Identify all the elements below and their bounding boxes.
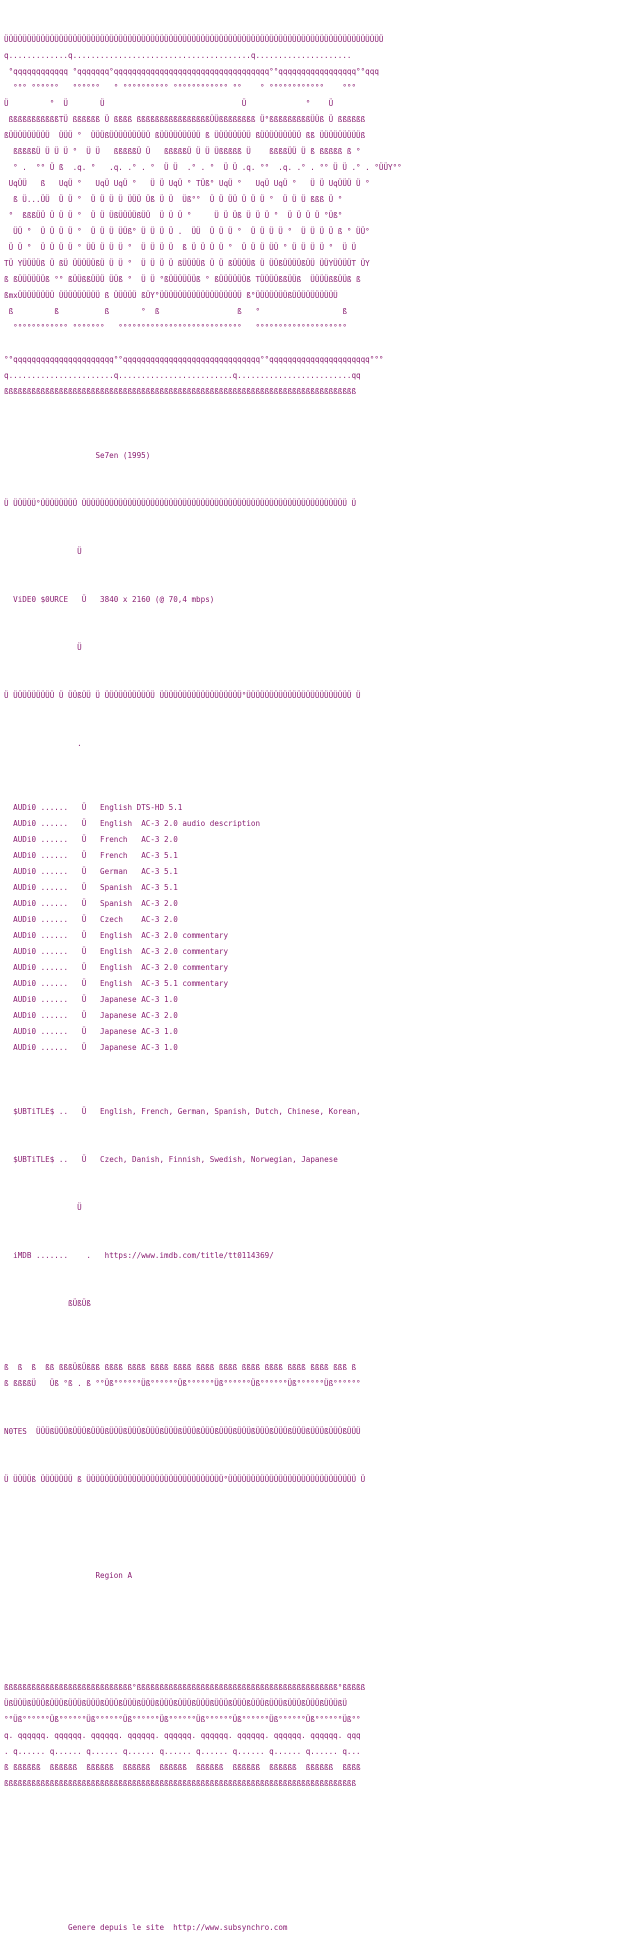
video-source-label: ViDE0 $0URCE	[13, 595, 69, 604]
pipe-glyph: Ü	[81, 963, 87, 972]
audio-track-row	[4, 944, 628, 960]
audio-track-row	[4, 1024, 628, 1040]
notes-art-line: ß ß ß ßß ßßßÜßÜßßß ßßßß ßßßß ßßßß ßßßß ßßßß ßßßß ßßßß ßßßß ßßßß ßßßß ßßß ß	[4, 1363, 357, 1372]
audio-track-value: Spanish AC-3 5.1	[100, 883, 178, 892]
audio-track-row	[4, 1040, 628, 1056]
pipe-glyph: Ü	[81, 1027, 87, 1036]
pipe-glyph: Ü	[81, 947, 87, 956]
audio-track-row	[4, 992, 628, 1008]
spacer-line	[4, 736, 628, 752]
imdb-tail-art: ßÜßÜß	[68, 1299, 91, 1308]
pipe-glyph: Ü	[81, 819, 87, 828]
audio-track-value: French AC-3 2.0	[100, 835, 178, 844]
blank-line	[4, 1520, 628, 1536]
pipe-glyph: Ü	[77, 1203, 82, 1212]
header-art-line	[4, 336, 628, 352]
audio-track-value: English AC-3 5.1 commentary	[100, 979, 229, 988]
audio-track-value: English DTS-HD 5.1	[100, 803, 183, 812]
header-art-line: ß ßÜÜÜÜÜÜß °° ßÜÜßßÜÜÜ ÜÜß ° Ü Ü °ßÜÜÜÜÜÜß ° ßÜÜÜÜÜÜß TÜÜÜÜßßÜÜß ÜÜÜÜßßÜÜß ß	[4, 275, 361, 284]
header-art-line: q.............q.......................................q.....................	[4, 51, 352, 60]
header-ascii-art	[4, 32, 628, 400]
audio-track-list	[4, 800, 628, 1056]
imdb-label: iMDB .......	[13, 1251, 69, 1260]
movie-title: Se7en (1995)	[95, 451, 151, 460]
audio-track-row	[4, 880, 628, 896]
audio-track-row	[4, 912, 628, 928]
audio-label: AUDi0 ......	[13, 947, 69, 956]
notes-label: N0TES	[4, 1427, 27, 1436]
pipe-glyph: Ü	[81, 1043, 87, 1052]
blank-line	[4, 1824, 628, 1840]
audio-track-value: French AC-3 5.1	[100, 851, 178, 860]
audio-track-value: Spanish AC-3 2.0	[100, 899, 178, 908]
notes-art-line: ß ßßßßÜ Üß °ß . ß °°Üß°°°°°°Üß°°°°°°Üß°°°°°°Üß°°°°°°Üß°°°°°°Üß°°°°°°Üß°°°°°°	[4, 1379, 361, 1388]
separator-line: Ü ÜÜÜÜß ÜÜÜÜÜÜÜ ß ÜÜÜÜÜÜÜÜÜÜÜÜÜÜÜÜÜÜÜÜÜÜÜÜÜÜÜÜÜÜ°ÜÜÜÜÜÜÜÜÜÜÜÜÜÜÜÜÜÜÜÜÜÜÜÜÜÜÜÜ Ü	[4, 1475, 366, 1484]
footer-art-line: . q...... q...... q...... q...... q...... q...... q...... q...... q...... q...	[4, 1747, 361, 1756]
audio-label: AUDi0 ......	[13, 1043, 69, 1052]
audio-label: AUDi0 ......	[13, 1011, 69, 1020]
audio-label: AUDi0 ......	[13, 1027, 69, 1036]
blank-line	[4, 1872, 628, 1888]
footer-ascii-art	[4, 1680, 628, 1792]
audio-track-row	[4, 1008, 628, 1024]
footer-art-line: ßßßßßßßßßßßßßßßßßßßßßßßßßßßß°ßßßßßßßßßßßßßßßßßßßßßßßßßßßßßßßßßßßßßßßßßßßß°ßßßßß	[4, 1683, 366, 1692]
header-art-line: ° ßßßÜÜ Ü Ü Ü ° Ü Ü ÜßÜÜÜÜßÜÜ Ü Ü Ü ° Ü Ü Üß Ü Ü Ü ° Ü Ü Ü Ü °Üß°	[4, 211, 343, 220]
header-art-line: ßmxÜÜÜÜÜÜÜÜ ÜÜÜÜÜÜÜÜÜ ß ÜÜÜÜÜ ßÜY°ÜÜÜÜÜÜÜÜÜÜÜÜÜÜÜÜÜÜ ß°ÜÜÜÜÜÜÜßÜÜÜÜÜÜÜÜÜÜ	[4, 291, 338, 300]
pipe-glyph: Ü	[81, 883, 87, 892]
audio-track-row	[4, 832, 628, 848]
audio-track-value: English AC-3 2.0 commentary	[100, 931, 229, 940]
header-art-line: ßßßßßßßßßßßTÜ ßßßßßß Ü ßßßß ßßßßßßßßßßßßßßßßÜÜßßßßßßßß Ü°ßßßßßßßßßÜÜß Ü ßßßßßß	[4, 115, 366, 124]
spacer-line	[4, 544, 628, 560]
pipe-glyph: Ü	[81, 979, 87, 988]
audio-track-value: Czech AC-3 2.0	[100, 915, 178, 924]
audio-label: AUDi0 ......	[13, 963, 69, 972]
subtitles-value-1: English, French, German, Spanish, Dutch, Chinese, Korean,	[100, 1107, 361, 1116]
header-art-line: ßÜÜÜÜÜÜÜÜÜ ÜÜÜ ° ÜÜÜßÜÜÜÜÜÜÜÜÜ ßÜÜÜÜÜÜÜÜÜ ß ÜÜÜÜÜÜÜÜ ßÜÜÜÜÜÜÜÜÜ ßß ÜÜÜÜÜÜÜÜÜß	[4, 131, 366, 140]
header-art-line: ÜÜÜÜÜÜÜÜÜÜÜÜÜÜÜÜÜÜÜÜÜÜÜÜÜÜÜÜÜÜÜÜÜÜÜÜÜÜÜÜÜÜÜÜÜÜÜÜÜÜÜÜÜÜÜÜÜÜÜÜÜÜÜÜÜÜÜÜÜÜÜÜÜÜÜÜÜÜÜÜÜÜÜ	[4, 35, 384, 44]
credit-text: Genere depuis le site http://www.subsynchro.com	[68, 1923, 288, 1932]
audio-track-value: Japanese AC-3 1.0	[100, 1027, 178, 1036]
pipe-glyph: Ü	[81, 803, 87, 812]
separator-line: Ü ÜÜÜÜÜ°ÜÜÜÜÜÜÜÜ ÜÜÜÜÜÜÜÜÜÜÜÜÜÜÜÜÜÜÜÜÜÜÜÜÜÜÜÜÜÜÜÜÜÜÜÜÜÜÜÜÜÜÜÜÜÜÜÜÜÜÜÜÜÜÜÜÜÜ Ü	[4, 499, 357, 508]
header-art-line: Ü ° Ü Ü Ü ° Ü	[4, 99, 334, 108]
video-source-line	[4, 592, 628, 608]
audio-track-row	[4, 864, 628, 880]
title-line	[4, 448, 628, 464]
audio-track-value: English AC-3 2.0 commentary	[100, 947, 229, 956]
audio-label: AUDi0 ......	[13, 851, 69, 860]
audio-label: AUDi0 ......	[13, 915, 69, 924]
pipe-glyph: Ü	[81, 867, 87, 876]
audio-track-row	[4, 928, 628, 944]
imdb-line	[4, 1248, 628, 1264]
header-art-line: ÜÜ ° Ü Ü Ü Ü ° Ü Ü Ü ÜÜß° Ü Ü Ü Ü . ÜÜ Ü Ü Ü ° Ü Ü Ü Ü ° Ü Ü Ü Ü ß ° ÜÜ°	[4, 227, 370, 236]
audio-track-value: English AC-3 2.0 commentary	[100, 963, 229, 972]
audio-label: AUDi0 ......	[13, 835, 69, 844]
pipe-glyph: Ü	[81, 851, 87, 860]
audio-track-value: Japanese AC-3 1.0	[100, 995, 178, 1004]
header-art-line: °°° °°°°°° °°°°°° ° °°°°°°°°°° °°°°°°°°°°°° °° ° °°°°°°°°°°°° °°°	[4, 83, 357, 92]
header-art-line: TÜ YÜÜÜÜß Ü ßÜ ÜÜÜÜÜßÜ Ü Ü ° Ü Ü Ü Ü ßÜÜÜÜß Ü Ü ßÜÜÜÜß Ü ÜÜßÜÜÜÜßÜÜ ÜÜYÜÜÜÜT ÜY	[4, 259, 370, 268]
separator-line: Ü ÜÜÜÜÜÜÜÜÜ Ü ÜÜßÜÜ Ü ÜÜÜÜÜÜÜÜÜÜÜ ÜÜÜÜÜÜÜÜÜÜÜÜÜÜÜÜÜÜ°ÜÜÜÜÜÜÜÜÜÜÜÜÜÜÜÜÜÜÜÜÜÜÜ Ü	[4, 691, 361, 700]
imdb-tail-line	[4, 1296, 628, 1312]
audio-track-row	[4, 816, 628, 832]
header-art-line: ßßßßßßßßßßßßßßßßßßßßßßßßßßßßßßßßßßßßßßßßßßßßßßßßßßßßßßßßßßßßßßßßßßßßßßßßßßßßß	[4, 387, 357, 396]
audio-track-row	[4, 960, 628, 976]
credit-line	[4, 1920, 628, 1936]
header-art-line: q.......................q.........................q.........................qq	[4, 371, 361, 380]
pipe-glyph: Ü	[81, 1107, 87, 1116]
audio-track-row	[4, 976, 628, 992]
footer-art-line: °°Üß°°°°°°Üß°°°°°°Üß°°°°°°Üß°°°°°°Üß°°°°°°Üß°°°°°°Üß°°°°°°Üß°°°°°°Üß°°°°°°Üß°°	[4, 1715, 361, 1724]
audio-label: AUDi0 ......	[13, 931, 69, 940]
pipe-glyph: Ü	[81, 1011, 87, 1020]
audio-track-row	[4, 848, 628, 864]
audio-label: AUDi0 ......	[13, 867, 69, 876]
subtitles-line	[4, 1104, 628, 1120]
pipe-glyph: Ü	[81, 995, 87, 1004]
region-line	[4, 1568, 628, 1584]
video-source-value: 3840 x 2160 (@ 70,4 mbps)	[100, 595, 215, 604]
pipe-glyph: Ü	[81, 931, 87, 940]
audio-track-value: Japanese AC-3 2.0	[100, 1011, 178, 1020]
pipe-glyph: Ü	[81, 899, 87, 908]
notes-fill-art: ÜÜÜßÜÜÜßÜÜÜßÜÜÜßÜÜÜßÜÜÜßÜÜÜßÜÜÜßÜÜÜßÜÜÜßÜÜÜßÜÜÜßÜÜÜßÜÜÜßÜÜÜßÜÜÜßÜÜÜßÜÜÜ	[36, 1427, 361, 1436]
audio-label: AUDi0 ......	[13, 819, 69, 828]
tick-glyph: .	[86, 1251, 91, 1260]
header-art-line: Ü Ü ° Ü Ü Ü Ü ° ÜÜ Ü Ü Ü ° Ü Ü Ü Ü ß Ü Ü Ü Ü ° Ü Ü Ü ÜÜ ° Ü Ü Ü Ü ° Ü Ü	[4, 243, 357, 252]
spacer-line	[4, 640, 628, 656]
notes-ascii-art	[4, 1360, 628, 1392]
pipe-glyph: Ü	[81, 595, 87, 604]
audio-label: AUDi0 ......	[13, 979, 69, 988]
header-art-line: ß ß ß ° ß ß ° ß	[4, 307, 347, 316]
header-art-line: °°°°°°°°°°°° °°°°°°° °°°°°°°°°°°°°°°°°°°°°°°°°°° °°°°°°°°°°°°°°°°°°°°	[4, 323, 347, 332]
pipe-glyph: Ü	[81, 1155, 87, 1164]
subtitles-value-2: Czech, Danish, Finnish, Swedish, Norwegian, Japanese	[100, 1155, 338, 1164]
subtitles-label: $UBTiTLE$ ..	[13, 1107, 69, 1116]
blank-line	[4, 1616, 628, 1632]
nfo-document	[4, 0, 628, 1932]
tick-glyph: .	[77, 739, 82, 748]
header-art-line: °°qqqqqqqqqqqqqqqqqqqqqq°°qqqqqqqqqqqqqqqqqqqqqqqqqqqqqq°°qqqqqqqqqqqqqqqqqqqqqq°°°	[4, 355, 384, 364]
audio-track-row	[4, 800, 628, 816]
pipe-glyph: Ü	[81, 915, 87, 924]
subtitles-line	[4, 1152, 628, 1168]
footer-art-line: q. qqqqqq. qqqqqq. qqqqqq. qqqqqq. qqqqqq. qqqqqq. qqqqqq. qqqqqq. qqqqqq. qqq	[4, 1731, 361, 1740]
footer-art-line: ÜßÜÜÜßÜÜÜßÜÜÜßÜÜÜßÜÜÜßÜÜÜßÜÜÜßÜÜÜßÜÜÜßÜÜÜßÜÜÜßÜÜÜßÜÜÜßÜÜÜßÜÜÜßÜÜÜßÜÜÜßÜÜÜßÜ	[4, 1699, 347, 1708]
footer-art-line: ß ßßßßßß ßßßßßß ßßßßßß ßßßßßß ßßßßßß ßßßßßß ßßßßßß ßßßßßß ßßßßßß ßßßß	[4, 1763, 361, 1772]
pipe-glyph: Ü	[81, 835, 87, 844]
footer-art-line: ßßßßßßßßßßßßßßßßßßßßßßßßßßßßßßßßßßßßßßßßßßßßßßßßßßßßßßßßßßßßßßßßßßßßßßßßßßßßß	[4, 1779, 357, 1788]
pipe-glyph: Ü	[77, 643, 82, 652]
header-art-line: ßßßßßÜ Ü Ü Ü ° Ü Ü ßßßßßÜ Ü ßßßßßÜ Ü Ü Üßßßßß Ü ßßßßÜÜ Ü ß ßßßßß ß °	[4, 147, 361, 156]
region-value: Region A	[95, 1571, 133, 1580]
subtitles-label: $UBTiTLE$ ..	[13, 1155, 69, 1164]
pipe-glyph: Ü	[77, 547, 82, 556]
spacer-line	[4, 1200, 628, 1216]
header-art-line: °qqqqqqqqqqqq °qqqqqqq°qqqqqqqqqqqqqqqqqqqqqqqqqqqqqqqqqq°°qqqqqqqqqqqqqqqqq°°qqq	[4, 67, 379, 76]
audio-label: AUDi0 ......	[13, 899, 69, 908]
audio-track-row	[4, 896, 628, 912]
notes-line	[4, 1424, 628, 1440]
header-art-line: ° . °° Ü ß .q. ° .q. .° . ° Ü Ü .° . ° Ü Ü .q. °° .q. .° . °° Ü Ü .° . °ÜÜY°°	[4, 163, 402, 172]
header-art-line: UqÜÜ ß UqÜ ° UqÜ UqÜ ° Ü Ü UqÜ ° TÜß° UqÜ ° UqÜ UqÜ ° Ü Ü UqÜÜÜ Ü °	[4, 179, 370, 188]
header-art-line: ß Ü...ÜÜ Ü Ü ° Ü Ü Ü Ü ÜÜÜ Üß Ü Ü Üß°° Ü Ü ÜÜ Ü Ü Ü ° Ü Ü Ü ßßß Ü °	[4, 195, 343, 204]
audio-label: AUDi0 ......	[13, 803, 69, 812]
audio-label: AUDi0 ......	[13, 995, 69, 1004]
audio-label: AUDi0 ......	[13, 883, 69, 892]
audio-track-value: Japanese AC-3 1.0	[100, 1043, 178, 1052]
imdb-link[interactable]: https://www.imdb.com/title/tt0114369/	[104, 1251, 274, 1260]
audio-track-value: German AC-3 5.1	[100, 867, 178, 876]
audio-track-value: English AC-3 2.0 audio description	[100, 819, 261, 828]
